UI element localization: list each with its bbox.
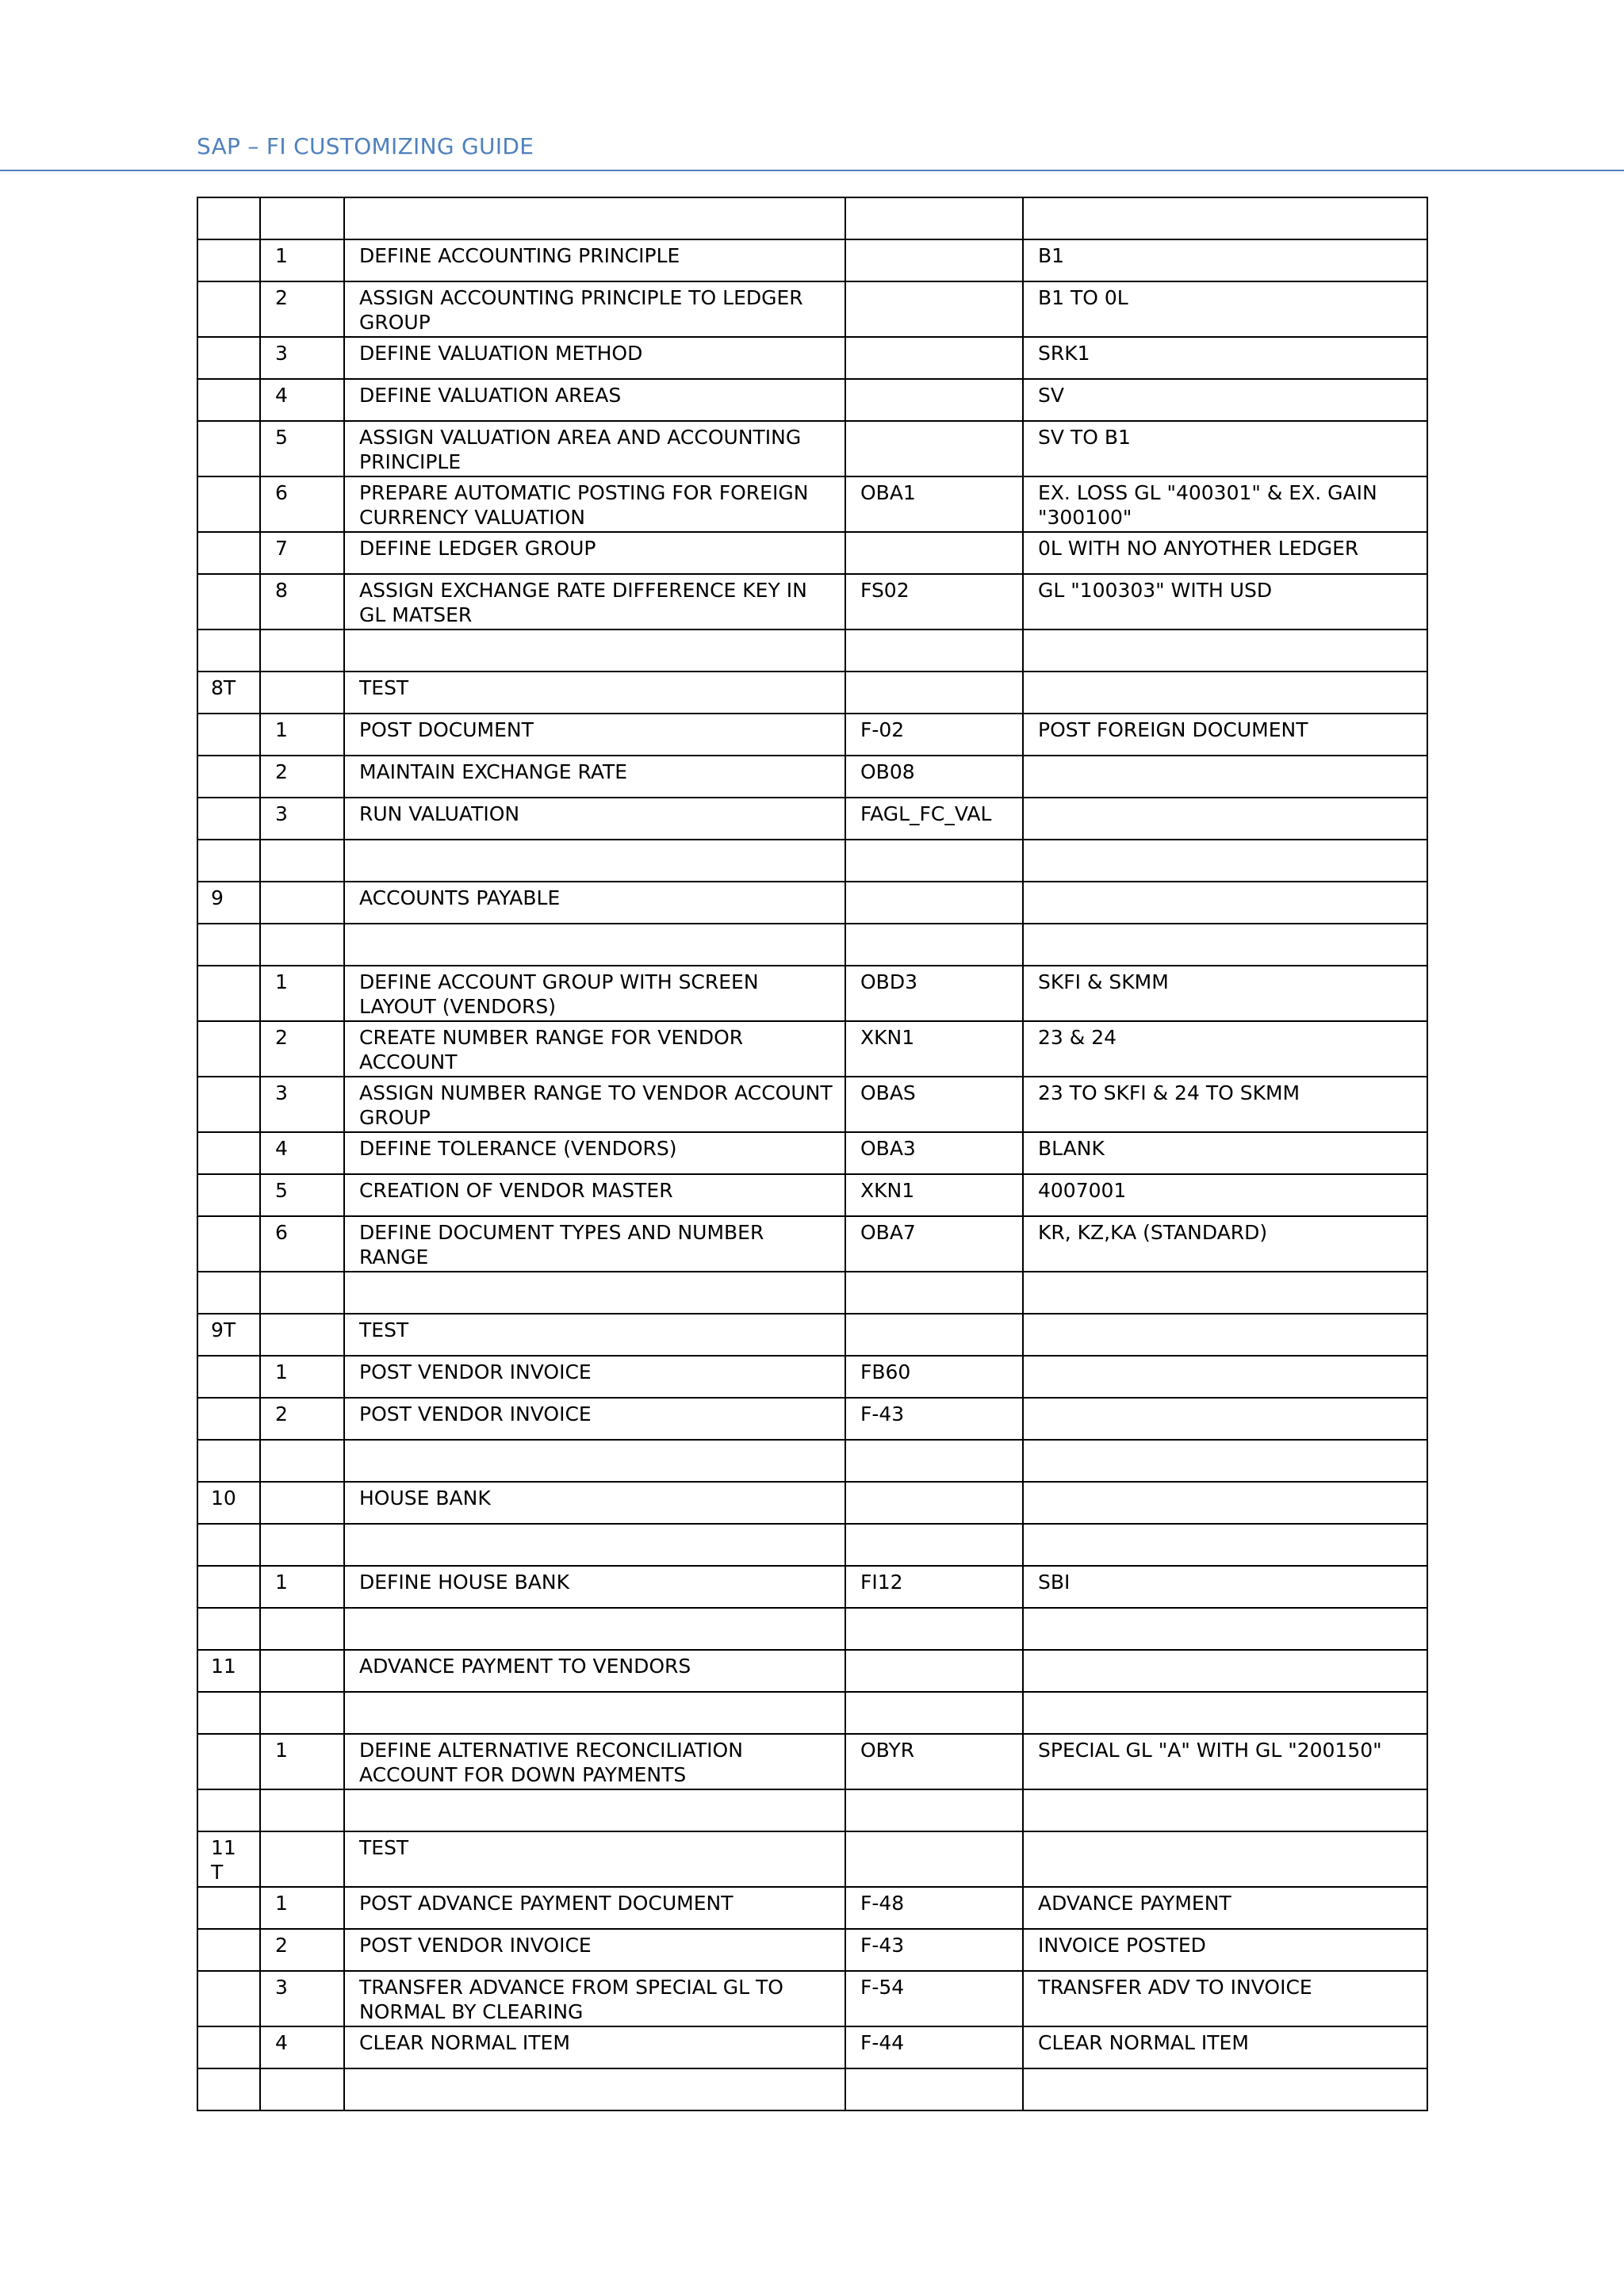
transaction-code-cell: F-43: [845, 1398, 1023, 1440]
value-cell: [1023, 798, 1427, 840]
table-row: [197, 1482, 1427, 1524]
activity-description-cell: POST ADVANCE PAYMENT DOCUMENT: [344, 1887, 845, 1929]
step-number-cell: [260, 2068, 344, 2110]
activity-description-cell: DEFINE LEDGER GROUP: [344, 532, 845, 574]
step-number-cell: 2: [260, 1398, 344, 1440]
activity-description-cell: ASSIGN VALUATION AREA AND ACCOUNTING PRINCIPLE: [344, 421, 845, 476]
table-row: [197, 574, 1427, 629]
table-row: [197, 1440, 1427, 1482]
section-number-cell: [197, 714, 260, 756]
transaction-code-cell: [845, 532, 1023, 574]
table-row: [197, 840, 1427, 882]
step-number-cell: 2: [260, 281, 344, 337]
activity-description-cell: [344, 840, 845, 882]
table-row: [197, 2026, 1427, 2068]
section-number-cell: [197, 1566, 260, 1608]
section-number-cell: [197, 1021, 260, 1077]
value-cell: TRANSFER ADV TO INVOICE: [1023, 1971, 1427, 2026]
step-number-cell: 1: [260, 1356, 344, 1398]
header-divider: [0, 170, 1624, 171]
step-number-cell: [260, 840, 344, 882]
transaction-code-cell: [845, 672, 1023, 714]
step-number-cell: 8: [260, 574, 344, 629]
section-number-cell: [197, 1608, 260, 1650]
section-number-cell: 11 T: [197, 1831, 260, 1887]
value-cell: [1023, 1608, 1427, 1650]
section-number-cell: [197, 924, 260, 966]
transaction-code-cell: [845, 1440, 1023, 1482]
activity-description-cell: [344, 1524, 845, 1566]
transaction-code-cell: [845, 1789, 1023, 1831]
step-number-cell: 4: [260, 379, 344, 421]
table-row: [197, 1272, 1427, 1314]
transaction-code-cell: [845, 1692, 1023, 1734]
section-number-cell: [197, 2068, 260, 2110]
section-number-cell: [197, 1174, 260, 1216]
step-number-cell: 1: [260, 1887, 344, 1929]
transaction-code-cell: [845, 337, 1023, 379]
section-number-cell: [197, 840, 260, 882]
step-number-cell: 2: [260, 1929, 344, 1971]
section-number-cell: [197, 281, 260, 337]
activity-description-cell: CLEAR NORMAL ITEM: [344, 2026, 845, 2068]
activity-description-cell: MAINTAIN EXCHANGE RATE: [344, 756, 845, 798]
step-number-cell: 3: [260, 1077, 344, 1132]
value-cell: [1023, 2068, 1427, 2110]
table-row: [197, 1608, 1427, 1650]
activity-description-cell: [344, 1440, 845, 1482]
transaction-code-cell: [845, 379, 1023, 421]
value-cell: [1023, 1398, 1427, 1440]
section-number-cell: [197, 532, 260, 574]
step-number-cell: [260, 672, 344, 714]
section-number-cell: [197, 1929, 260, 1971]
table-row: [197, 532, 1427, 574]
transaction-code-cell: [845, 239, 1023, 281]
transaction-code-cell: [845, 1831, 1023, 1887]
step-number-cell: 1: [260, 966, 344, 1021]
activity-description-cell: [344, 924, 845, 966]
transaction-code-cell: [845, 1608, 1023, 1650]
table-row: [197, 1356, 1427, 1398]
table-row: [197, 1831, 1427, 1887]
value-cell: [1023, 629, 1427, 672]
activity-description-cell: POST VENDOR INVOICE: [344, 1356, 845, 1398]
value-cell: ADVANCE PAYMENT: [1023, 1887, 1427, 1929]
value-cell: BLANK: [1023, 1132, 1427, 1174]
transaction-code-cell: OBA1: [845, 476, 1023, 532]
section-number-cell: [197, 756, 260, 798]
step-number-cell: 6: [260, 476, 344, 532]
activity-description-cell: ASSIGN NUMBER RANGE TO VENDOR ACCOUNT GROUP: [344, 1077, 845, 1132]
table-row: [197, 1021, 1427, 1077]
transaction-code-cell: OBA3: [845, 1132, 1023, 1174]
activity-description-cell: DEFINE TOLERANCE (VENDORS): [344, 1132, 845, 1174]
transaction-code-cell: OBA7: [845, 1216, 1023, 1272]
step-number-cell: 1: [260, 714, 344, 756]
value-cell: 23 TO SKFI & 24 TO SKMM: [1023, 1077, 1427, 1132]
section-number-cell: [197, 1077, 260, 1132]
step-number-cell: [260, 1608, 344, 1650]
table-row: [197, 1216, 1427, 1272]
step-number-cell: [260, 1524, 344, 1566]
value-cell: CLEAR NORMAL ITEM: [1023, 2026, 1427, 2068]
value-cell: 0L WITH NO ANYOTHER LEDGER: [1023, 532, 1427, 574]
table-row: [197, 1314, 1427, 1356]
transaction-code-cell: FAGL_FC_VAL: [845, 798, 1023, 840]
table-row: [197, 882, 1427, 924]
table-row: [197, 337, 1427, 379]
value-cell: [1023, 1440, 1427, 1482]
value-cell: SKFI & SKMM: [1023, 966, 1427, 1021]
table-row: [197, 629, 1427, 672]
activity-description-cell: [344, 197, 845, 239]
transaction-code-cell: [845, 629, 1023, 672]
value-cell: B1 TO 0L: [1023, 281, 1427, 337]
table-row: [197, 966, 1427, 1021]
step-number-cell: 2: [260, 756, 344, 798]
step-number-cell: 6: [260, 1216, 344, 1272]
activity-description-cell: PREPARE AUTOMATIC POSTING FOR FOREIGN CURRENCY VALUATION: [344, 476, 845, 532]
value-cell: [1023, 1356, 1427, 1398]
section-number-cell: [197, 1971, 260, 2026]
transaction-code-cell: [845, 840, 1023, 882]
step-number-cell: [260, 1314, 344, 1356]
section-number-cell: 9: [197, 882, 260, 924]
section-number-cell: [197, 337, 260, 379]
table-row: [197, 1566, 1427, 1608]
step-number-cell: [260, 1650, 344, 1692]
activity-description-cell: TEST: [344, 1831, 845, 1887]
transaction-code-cell: FS02: [845, 574, 1023, 629]
document-header-title: SAP – FI CUSTOMIZING GUIDE: [197, 133, 534, 159]
activity-description-cell: ADVANCE PAYMENT TO VENDORS: [344, 1650, 845, 1692]
step-number-cell: [260, 1789, 344, 1831]
step-number-cell: 3: [260, 337, 344, 379]
value-cell: SPECIAL GL "A" WITH GL "200150": [1023, 1734, 1427, 1789]
section-number-cell: 8T: [197, 672, 260, 714]
step-number-cell: 3: [260, 798, 344, 840]
section-number-cell: [197, 1272, 260, 1314]
table-row: [197, 2068, 1427, 2110]
step-number-cell: 5: [260, 421, 344, 476]
table-row: [197, 924, 1427, 966]
value-cell: [1023, 1482, 1427, 1524]
value-cell: SBI: [1023, 1566, 1427, 1608]
transaction-code-cell: [845, 197, 1023, 239]
value-cell: [1023, 756, 1427, 798]
activity-description-cell: ASSIGN EXCHANGE RATE DIFFERENCE KEY IN GL MATSER: [344, 574, 845, 629]
value-cell: [1023, 1692, 1427, 1734]
transaction-code-cell: OBD3: [845, 966, 1023, 1021]
activity-description-cell: [344, 1692, 845, 1734]
section-number-cell: [197, 1887, 260, 1929]
table-row: [197, 1929, 1427, 1971]
value-cell: B1: [1023, 239, 1427, 281]
transaction-code-cell: [845, 1650, 1023, 1692]
value-cell: [1023, 1524, 1427, 1566]
section-number-cell: [197, 1132, 260, 1174]
activity-description-cell: [344, 629, 845, 672]
activity-description-cell: DEFINE HOUSE BANK: [344, 1566, 845, 1608]
step-number-cell: [260, 1482, 344, 1524]
value-cell: 23 & 24: [1023, 1021, 1427, 1077]
table-row: [197, 1398, 1427, 1440]
section-number-cell: [197, 1440, 260, 1482]
transaction-code-cell: F-44: [845, 2026, 1023, 2068]
step-number-cell: 1: [260, 239, 344, 281]
step-number-cell: 7: [260, 532, 344, 574]
table-row: [197, 281, 1427, 337]
step-number-cell: [260, 924, 344, 966]
activity-description-cell: TEST: [344, 1314, 845, 1356]
value-cell: [1023, 924, 1427, 966]
activity-description-cell: [344, 1272, 845, 1314]
transaction-code-cell: F-02: [845, 714, 1023, 756]
value-cell: SV: [1023, 379, 1427, 421]
table-row: [197, 239, 1427, 281]
activity-description-cell: TRANSFER ADVANCE FROM SPECIAL GL TO NORMAL BY CLEARING: [344, 1971, 845, 2026]
section-number-cell: 9T: [197, 1314, 260, 1356]
step-number-cell: [260, 882, 344, 924]
value-cell: GL "100303" WITH USD: [1023, 574, 1427, 629]
section-number-cell: [197, 197, 260, 239]
activity-description-cell: DEFINE VALUATION AREAS: [344, 379, 845, 421]
section-number-cell: [197, 574, 260, 629]
activity-description-cell: DEFINE VALUATION METHOD: [344, 337, 845, 379]
step-number-cell: 1: [260, 1734, 344, 1789]
activity-description-cell: [344, 1608, 845, 1650]
table-row: [197, 672, 1427, 714]
activity-description-cell: [344, 1789, 845, 1831]
value-cell: POST FOREIGN DOCUMENT: [1023, 714, 1427, 756]
value-cell: [1023, 1314, 1427, 1356]
section-number-cell: [197, 1356, 260, 1398]
section-number-cell: [197, 239, 260, 281]
table-row: [197, 1887, 1427, 1929]
activity-description-cell: ACCOUNTS PAYABLE: [344, 882, 845, 924]
table-row: [197, 714, 1427, 756]
activity-description-cell: POST VENDOR INVOICE: [344, 1929, 845, 1971]
transaction-code-cell: OBAS: [845, 1077, 1023, 1132]
section-number-cell: [197, 1398, 260, 1440]
step-number-cell: 5: [260, 1174, 344, 1216]
step-number-cell: [260, 197, 344, 239]
value-cell: SV TO B1: [1023, 421, 1427, 476]
value-cell: [1023, 1789, 1427, 1831]
table-row: [197, 1524, 1427, 1566]
activity-description-cell: DEFINE ACCOUNT GROUP WITH SCREEN LAYOUT (VENDORS): [344, 966, 845, 1021]
value-cell: EX. LOSS GL "400301" & EX. GAIN "300100": [1023, 476, 1427, 532]
activity-description-cell: ASSIGN ACCOUNTING PRINCIPLE TO LEDGER GROUP: [344, 281, 845, 337]
transaction-code-cell: OB08: [845, 756, 1023, 798]
activity-description-cell: POST VENDOR INVOICE: [344, 1398, 845, 1440]
activity-description-cell: DEFINE ACCOUNTING PRINCIPLE: [344, 239, 845, 281]
table-row: [197, 1132, 1427, 1174]
transaction-code-cell: FB60: [845, 1356, 1023, 1398]
transaction-code-cell: XKN1: [845, 1174, 1023, 1216]
activity-description-cell: CREATE NUMBER RANGE FOR VENDOR ACCOUNT: [344, 1021, 845, 1077]
transaction-code-cell: XKN1: [845, 1021, 1023, 1077]
activity-description-cell: DEFINE DOCUMENT TYPES AND NUMBER RANGE: [344, 1216, 845, 1272]
value-cell: [1023, 197, 1427, 239]
step-number-cell: 3: [260, 1971, 344, 2026]
value-cell: INVOICE POSTED: [1023, 1929, 1427, 1971]
transaction-code-cell: [845, 1482, 1023, 1524]
customizing-table-body: [197, 197, 1427, 2110]
transaction-code-cell: F-54: [845, 1971, 1023, 2026]
activity-description-cell: POST DOCUMENT: [344, 714, 845, 756]
section-number-cell: 10: [197, 1482, 260, 1524]
value-cell: [1023, 882, 1427, 924]
step-number-cell: 2: [260, 1021, 344, 1077]
activity-description-cell: RUN VALUATION: [344, 798, 845, 840]
value-cell: [1023, 1272, 1427, 1314]
transaction-code-cell: [845, 281, 1023, 337]
table-row: [197, 1174, 1427, 1216]
step-number-cell: 1: [260, 1566, 344, 1608]
transaction-code-cell: [845, 421, 1023, 476]
value-cell: [1023, 1831, 1427, 1887]
section-number-cell: [197, 798, 260, 840]
value-cell: 4007001: [1023, 1174, 1427, 1216]
table-row: [197, 1077, 1427, 1132]
table-row: [197, 1789, 1427, 1831]
table-row: [197, 1692, 1427, 1734]
table-row: [197, 476, 1427, 532]
table-row: [197, 197, 1427, 239]
value-cell: [1023, 1650, 1427, 1692]
transaction-code-cell: [845, 924, 1023, 966]
customizing-table: [197, 197, 1428, 2111]
section-number-cell: 11: [197, 1650, 260, 1692]
section-number-cell: [197, 2026, 260, 2068]
table-row: [197, 379, 1427, 421]
step-number-cell: [260, 1440, 344, 1482]
activity-description-cell: [344, 2068, 845, 2110]
activity-description-cell: DEFINE ALTERNATIVE RECONCILIATION ACCOUNT FOR DOWN PAYMENTS: [344, 1734, 845, 1789]
section-number-cell: [197, 1734, 260, 1789]
value-cell: SRK1: [1023, 337, 1427, 379]
section-number-cell: [197, 379, 260, 421]
step-number-cell: [260, 629, 344, 672]
activity-description-cell: CREATION OF VENDOR MASTER: [344, 1174, 845, 1216]
table-row: [197, 798, 1427, 840]
section-number-cell: [197, 1789, 260, 1831]
transaction-code-cell: F-48: [845, 1887, 1023, 1929]
transaction-code-cell: OBYR: [845, 1734, 1023, 1789]
transaction-code-cell: [845, 2068, 1023, 2110]
section-number-cell: [197, 1216, 260, 1272]
step-number-cell: [260, 1272, 344, 1314]
table-row: [197, 1650, 1427, 1692]
table-row: [197, 1734, 1427, 1789]
step-number-cell: [260, 1692, 344, 1734]
value-cell: KR, KZ,KA (STANDARD): [1023, 1216, 1427, 1272]
section-number-cell: [197, 476, 260, 532]
table-row: [197, 1971, 1427, 2026]
section-number-cell: [197, 421, 260, 476]
activity-description-cell: TEST: [344, 672, 845, 714]
table-row: [197, 421, 1427, 476]
step-number-cell: 4: [260, 1132, 344, 1174]
table-row: [197, 756, 1427, 798]
activity-description-cell: HOUSE BANK: [344, 1482, 845, 1524]
step-number-cell: [260, 1831, 344, 1887]
section-number-cell: [197, 1692, 260, 1734]
transaction-code-cell: [845, 882, 1023, 924]
transaction-code-cell: [845, 1272, 1023, 1314]
value-cell: [1023, 672, 1427, 714]
transaction-code-cell: FI12: [845, 1566, 1023, 1608]
value-cell: [1023, 840, 1427, 882]
section-number-cell: [197, 1524, 260, 1566]
transaction-code-cell: [845, 1524, 1023, 1566]
transaction-code-cell: F-43: [845, 1929, 1023, 1971]
section-number-cell: [197, 966, 260, 1021]
section-number-cell: [197, 629, 260, 672]
step-number-cell: 4: [260, 2026, 344, 2068]
transaction-code-cell: [845, 1314, 1023, 1356]
